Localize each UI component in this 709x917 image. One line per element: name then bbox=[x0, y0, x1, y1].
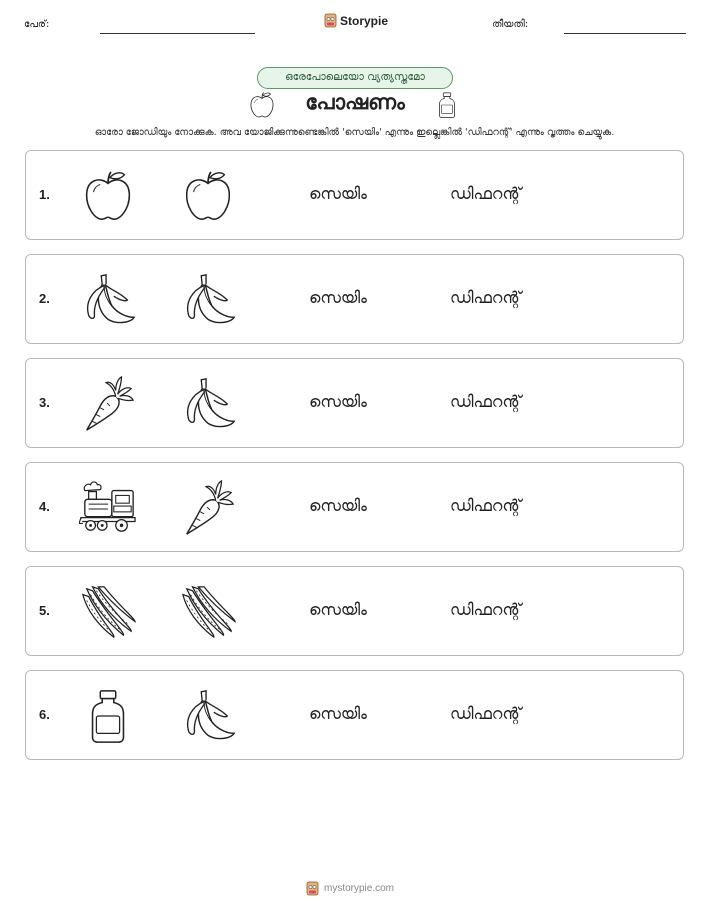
row-number: 5. bbox=[39, 603, 50, 618]
option-different[interactable]: ഡിഫറന്റ് bbox=[450, 704, 522, 723]
brand-name: Storypie bbox=[340, 13, 389, 28]
green-beans-icon bbox=[179, 583, 237, 641]
option-same[interactable]: സെയിം bbox=[309, 704, 367, 723]
exercise-row bbox=[25, 462, 684, 552]
apple-icon bbox=[179, 167, 237, 225]
option-same[interactable]: സെയിം bbox=[309, 288, 367, 307]
row-number: 1. bbox=[39, 187, 50, 202]
exercise-list bbox=[25, 150, 684, 774]
option-same[interactable]: സെയിം bbox=[309, 496, 367, 515]
exercise-row bbox=[25, 566, 684, 656]
footer-url[interactable]: mystorypie.com bbox=[324, 883, 395, 894]
footer bbox=[306, 881, 394, 896]
option-different[interactable]: ഡിഫറന്റ് bbox=[450, 600, 522, 619]
jar-icon bbox=[79, 687, 137, 745]
option-same[interactable]: സെയിം bbox=[309, 600, 367, 619]
banana-icon bbox=[79, 271, 137, 329]
apple-icon bbox=[79, 167, 137, 225]
banana-icon bbox=[179, 271, 237, 329]
name-line[interactable] bbox=[100, 33, 255, 34]
exercise-row bbox=[25, 254, 684, 344]
brand-logo bbox=[324, 13, 388, 28]
exercise-row bbox=[25, 670, 684, 760]
exercise-row bbox=[25, 358, 684, 448]
option-different[interactable]: ഡിഫറന്റ് bbox=[450, 392, 522, 411]
carrot-icon bbox=[179, 479, 237, 537]
option-different[interactable]: ഡിഫറന്റ് bbox=[450, 288, 522, 307]
row-number: 2. bbox=[39, 291, 50, 306]
date-line[interactable] bbox=[564, 33, 686, 34]
train-icon bbox=[79, 479, 137, 537]
row-number: 3. bbox=[39, 395, 50, 410]
option-same[interactable]: സെയിം bbox=[309, 184, 367, 203]
banana-icon bbox=[179, 375, 237, 433]
jar-icon bbox=[433, 90, 461, 120]
banana-icon bbox=[179, 687, 237, 745]
green-beans-icon bbox=[79, 583, 137, 641]
storypie-mascot-icon bbox=[306, 881, 319, 896]
category-badge: ഒരേപോലെയോ വ്യത്യസ്തമോ bbox=[257, 67, 453, 89]
instructions: ഓരോ ജോഡിയും നോക്കുക. അവ യോജിക്കുന്നുണ്ടെങ്കിൽ 'സെയിം' എന്നും ഇല്ലെങ്കിൽ 'ഡിഫറന്റ്' എന്നും വൃത്തം ചെയ്യുക. bbox=[94, 127, 615, 138]
name-label: പേര്: bbox=[24, 19, 50, 30]
date-label: തീയതി: bbox=[492, 19, 529, 30]
exercise-row bbox=[25, 150, 684, 240]
option-different[interactable]: ഡിഫറന്റ് bbox=[450, 184, 522, 203]
storypie-mascot-icon bbox=[324, 13, 337, 28]
row-number: 6. bbox=[39, 707, 50, 722]
option-different[interactable]: ഡിഫറന്റ് bbox=[450, 496, 522, 515]
carrot-icon bbox=[79, 375, 137, 433]
page-title: പോഷണം bbox=[305, 90, 405, 114]
option-same[interactable]: സെയിം bbox=[309, 392, 367, 411]
row-number: 4. bbox=[39, 499, 50, 514]
